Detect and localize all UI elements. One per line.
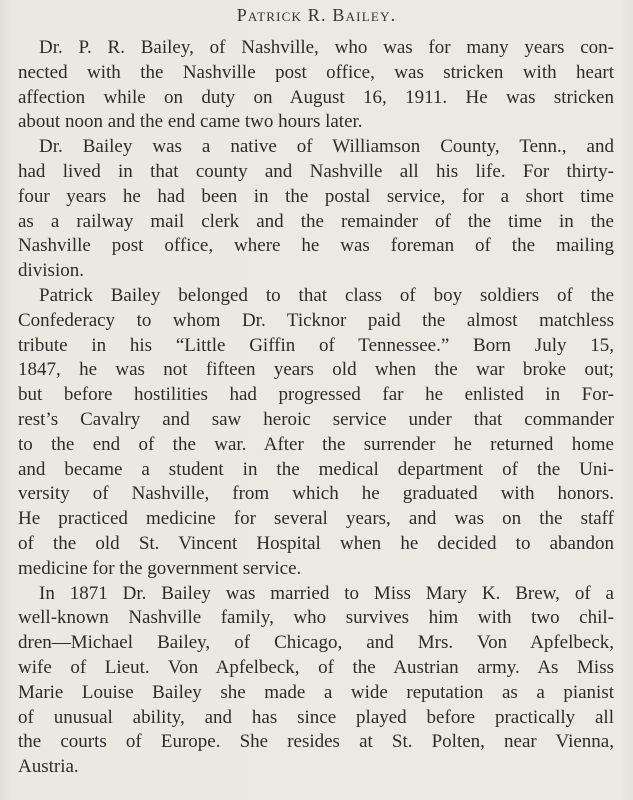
text-line: rest’s Cavalry and saw heroic service under that commander — [18, 408, 614, 430]
text-line: Dr. P. R. Bailey, of Nashville, who was for many years con- — [39, 37, 614, 58]
text-line: as a railway mail clerk and the remainder of the time in the — [18, 210, 614, 232]
text-line: Nashville post office, where he was foreman of the mailing — [18, 235, 614, 257]
text-line: versity of Nashville, from which he graduated with honors. — [18, 483, 614, 505]
text-line: nected with the Nashville post office, was stricken with heart — [18, 61, 614, 83]
article-body — [18, 36, 614, 780]
text-line: about noon and the end came two hours later. — [18, 111, 363, 133]
text-line: and became a student in the medical department of the Uni- — [18, 458, 614, 480]
text-line: of the old St. Vincent Hospital when he decided to abandon — [18, 532, 614, 554]
text-line: 1847, he was not fifteen years old when the war broke out; — [18, 359, 614, 381]
text-line: Marie Louise Bailey she made a wide reputation as a pianist — [18, 681, 614, 703]
text-line: dren—Michael Bailey, of Chicago, and Mrs. Von Apfelbeck, — [18, 632, 614, 654]
text-line: had lived in that county and Nashville all his life. For thirty- — [18, 160, 614, 182]
text-line: but before hostilities had progressed far he enlisted in For- — [18, 384, 614, 406]
text-line: medicine for the government service. — [18, 557, 302, 579]
text-line: to the end of the war. After the surrender he returned home — [18, 433, 614, 455]
text-line: Austria. — [18, 756, 79, 778]
text-line: tribute in his “Little Giffin of Tennessee.” Born July 15, — [18, 334, 614, 356]
text-line: well-known Nashville family, who survives him with two chil- — [18, 607, 614, 629]
text-line: division. — [18, 260, 84, 282]
text-line: In 1871 Dr. Bailey was married to Miss Mary K. Brew, of a — [39, 582, 614, 604]
text-line: Patrick Bailey belonged to that class of boy soldiers of the — [39, 284, 614, 306]
text-line: of unusual ability, and has since played before practically all — [18, 706, 614, 728]
text-line: wife of Lieut. Von Apfelbeck, of the Austrian army. As Miss — [18, 656, 614, 678]
text-line: the courts of Europe. She resides at St. Polten, near Vienna, — [18, 731, 614, 753]
text-line: four years he had been in the postal service, for a short time — [18, 185, 614, 207]
text-line: Confederacy to whom Dr. Ticknor paid the almost matchless — [18, 309, 614, 331]
page-heading: Patrick R. Bailey. — [236, 5, 397, 25]
text-line: affection while on duty on August 16, 1911. He was stricken — [18, 86, 614, 108]
text-line: Dr. Bailey was a native of Williamson County, Tenn., and — [39, 136, 614, 158]
text-line: He practiced medicine for several years, and was on the staff — [18, 508, 614, 530]
page-footer-cutoff — [0, 792, 633, 800]
